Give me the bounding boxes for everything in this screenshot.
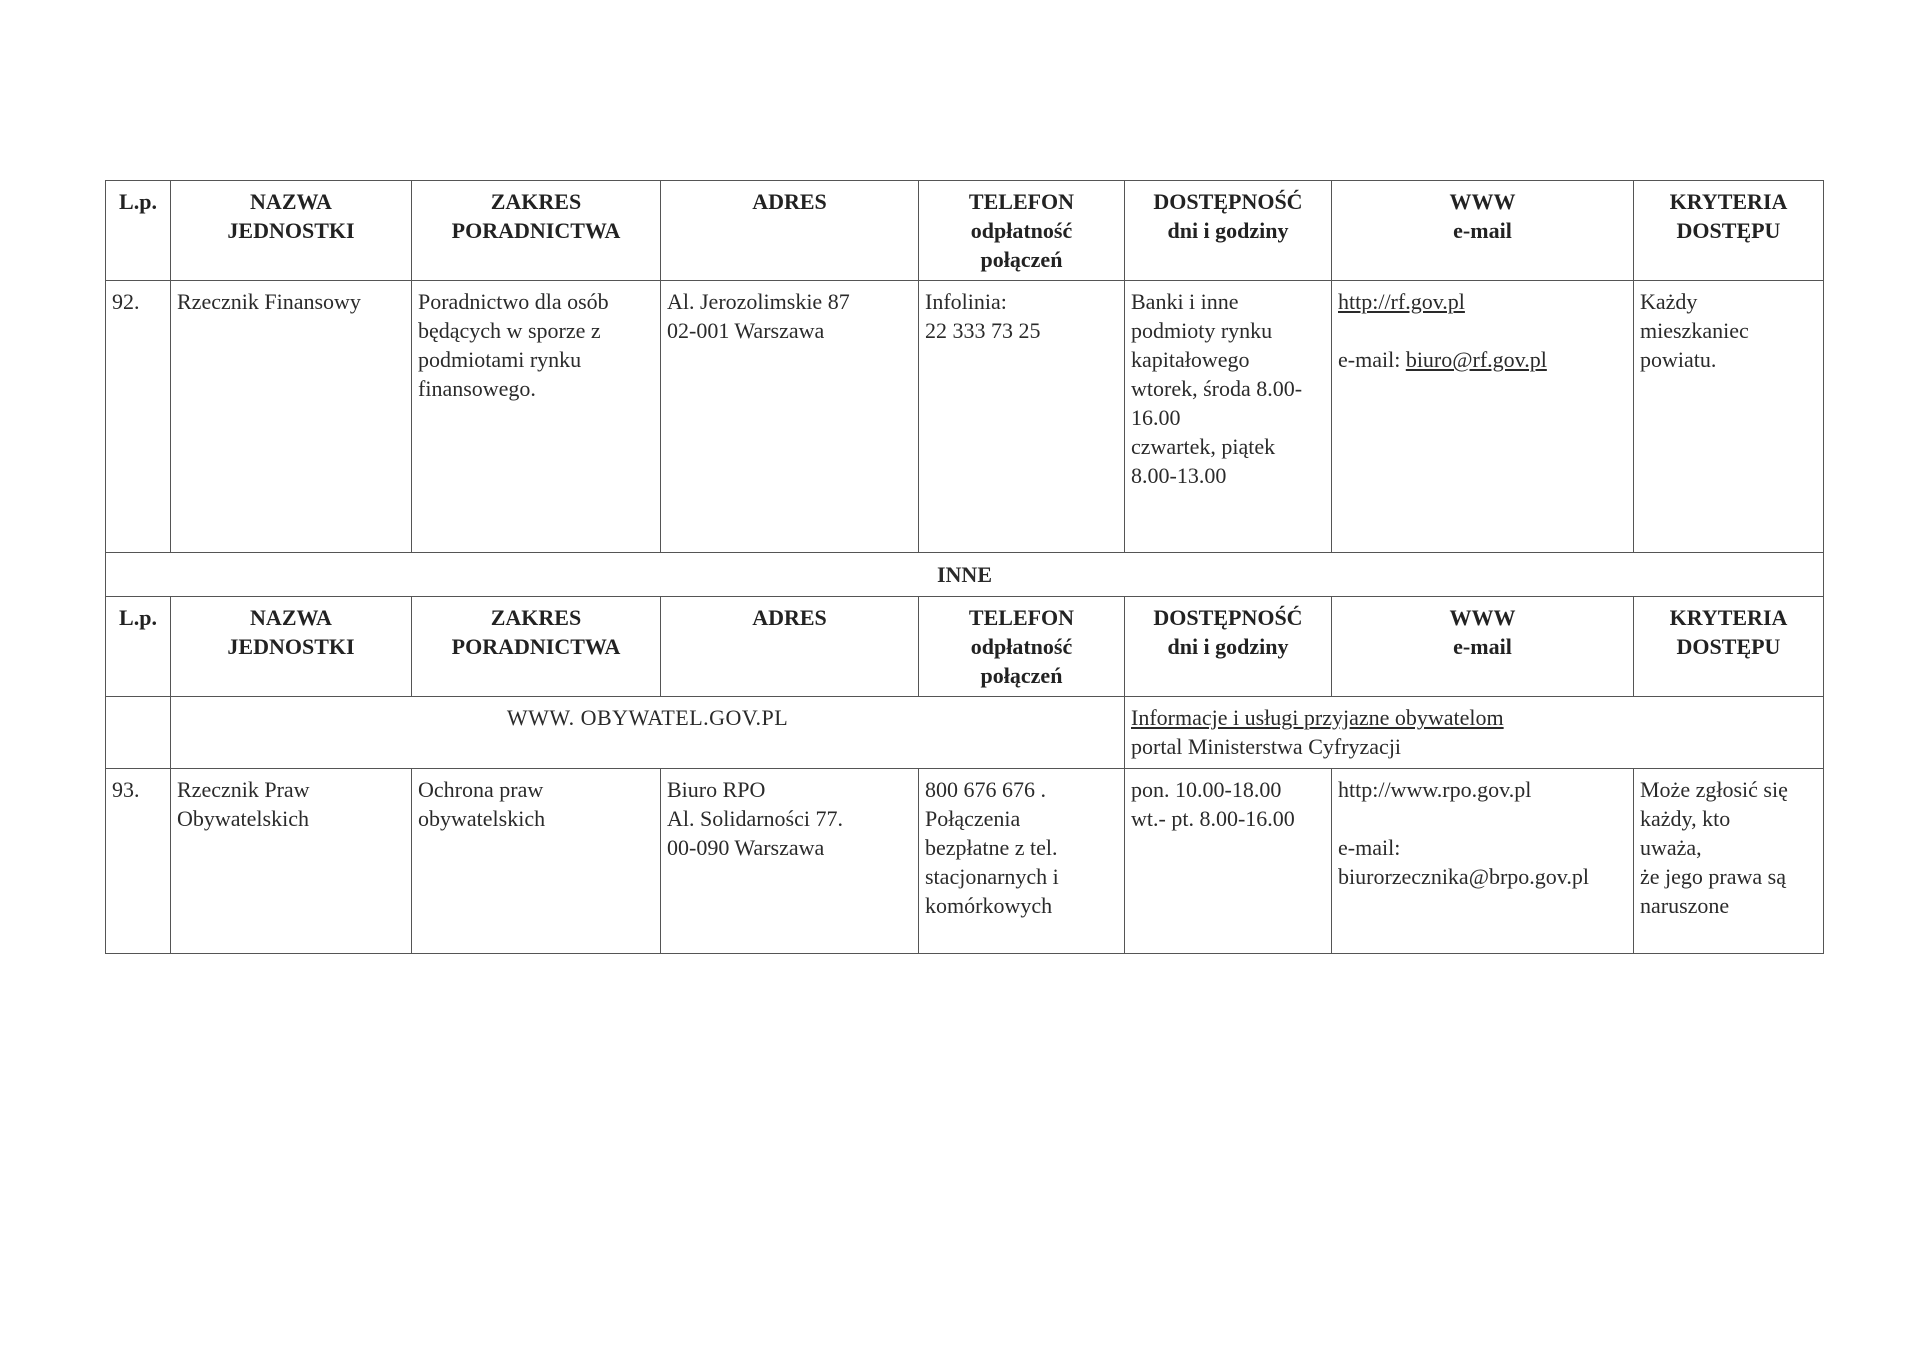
portal-info bbox=[1125, 697, 1824, 769]
header-telefon-line: odpłatność bbox=[970, 218, 1073, 243]
cell-www bbox=[1332, 281, 1634, 553]
email-label: e-mail: bbox=[1338, 347, 1406, 372]
nazwa-line: Obywatelskich bbox=[177, 806, 309, 831]
cell-zakres bbox=[412, 281, 661, 553]
telefon-line: 22 333 73 25 bbox=[925, 318, 1041, 343]
header-www-line: e-mail bbox=[1453, 218, 1512, 243]
adres-line: Al. Jerozolimskie 87 bbox=[667, 289, 850, 314]
header-lp-text: L.p. bbox=[119, 189, 157, 214]
dostepnosc-line: 16.00 bbox=[1131, 405, 1181, 430]
header-www-line: e-mail bbox=[1453, 634, 1512, 659]
zakres-line: finansowego. bbox=[418, 376, 536, 401]
cell-dostepnosc bbox=[1125, 281, 1332, 553]
header-www-line: WWW bbox=[1449, 189, 1516, 214]
cell-lp-empty bbox=[106, 697, 171, 769]
header-telefon bbox=[919, 597, 1125, 697]
header-adres bbox=[661, 597, 919, 697]
cell-zakres bbox=[412, 769, 661, 954]
kryteria-line: Może zgłosić się bbox=[1640, 777, 1788, 802]
header-dostepnosc-line: DOSTĘPNOŚĆ bbox=[1153, 189, 1303, 214]
header-lp-text: L.p. bbox=[119, 605, 157, 630]
dostepnosc-line: Banki i inne bbox=[1131, 289, 1239, 314]
cell-adres bbox=[661, 281, 919, 553]
institutions-table bbox=[105, 180, 1824, 954]
header-lp bbox=[106, 597, 171, 697]
header-adres-text: ADRES bbox=[752, 189, 827, 214]
nazwa-value: Rzecznik Finansowy bbox=[177, 289, 361, 314]
header-telefon-line: TELEFON bbox=[968, 605, 1075, 630]
kryteria-line: uważa, bbox=[1640, 835, 1702, 860]
dostepnosc-line: czwartek, piątek bbox=[1131, 434, 1276, 459]
cell-kryteria bbox=[1634, 769, 1824, 954]
adres-line: Al. Solidarności 77. bbox=[667, 806, 843, 831]
zakres-line: obywatelskich bbox=[418, 806, 546, 831]
header-adres-text: ADRES bbox=[752, 605, 827, 630]
zakres-line: będących w sporze z bbox=[418, 318, 601, 343]
header-nazwa bbox=[171, 597, 412, 697]
portal-link[interactable]: Informacje i usługi przyjazne obywatelom bbox=[1131, 705, 1504, 730]
header-row bbox=[106, 597, 1824, 697]
header-kryteria-line: KRYTERIA bbox=[1669, 605, 1788, 630]
header-row bbox=[106, 181, 1824, 281]
dostepnosc-line: pon. 10.00-18.00 bbox=[1131, 777, 1282, 802]
portal-url: WWW. OBYWATEL.GOV.PL bbox=[171, 697, 1125, 769]
header-dostepnosc-line: dni i godziny bbox=[1167, 218, 1289, 243]
www-link[interactable]: http://rf.gov.pl bbox=[1338, 289, 1465, 314]
table-row bbox=[106, 281, 1824, 553]
adres-line: 00-090 Warszawa bbox=[667, 835, 825, 860]
header-kryteria-line: KRYTERIA bbox=[1669, 189, 1788, 214]
cell-www bbox=[1332, 769, 1634, 954]
header-zakres-line: PORADNICTWA bbox=[451, 218, 621, 243]
adres-line: 02-001 Warszawa bbox=[667, 318, 825, 343]
dostepnosc-line: podmioty rynku bbox=[1131, 318, 1273, 343]
header-nazwa bbox=[171, 181, 412, 281]
portal-desc: portal Ministerstwa Cyfryzacji bbox=[1131, 734, 1402, 759]
header-www bbox=[1332, 597, 1634, 697]
header-lp bbox=[106, 181, 171, 281]
header-telefon-line: połączeń bbox=[980, 663, 1063, 688]
kryteria-line: powiatu. bbox=[1640, 347, 1717, 372]
header-telefon bbox=[919, 181, 1125, 281]
email-text: biurorzecznika@brpo.gov.pl bbox=[1338, 864, 1589, 889]
zakres-line: podmiotami rynku bbox=[418, 347, 582, 372]
www-text: http://www.rpo.gov.pl bbox=[1338, 777, 1532, 802]
kryteria-line: że jego prawa są bbox=[1640, 864, 1786, 889]
telefon-line: 800 676 676 . bbox=[925, 777, 1046, 802]
adres-line: Biuro RPO bbox=[667, 777, 766, 802]
header-telefon-line: odpłatność bbox=[970, 634, 1073, 659]
section-row bbox=[106, 553, 1824, 597]
dostepnosc-line: wt.- pt. 8.00-16.00 bbox=[1131, 806, 1295, 831]
cell-lp bbox=[106, 769, 171, 954]
cell-lp bbox=[106, 281, 171, 553]
kryteria-line: naruszone bbox=[1640, 893, 1730, 918]
cell-nazwa bbox=[171, 769, 412, 954]
zakres-line: Poradnictwo dla osób bbox=[418, 289, 609, 314]
header-www bbox=[1332, 181, 1634, 281]
email-line bbox=[1338, 345, 1627, 374]
lp-value: 93. bbox=[112, 777, 140, 802]
header-zakres-line: ZAKRES bbox=[490, 189, 582, 214]
header-www-line: WWW bbox=[1449, 605, 1516, 630]
dostepnosc-line: kapitałowego bbox=[1131, 347, 1250, 372]
header-dostepnosc bbox=[1125, 597, 1332, 697]
kryteria-line: każdy, kto bbox=[1640, 806, 1731, 831]
cell-nazwa bbox=[171, 281, 412, 553]
lp-value: 92. bbox=[112, 289, 140, 314]
header-kryteria-line: DOSTĘPU bbox=[1676, 634, 1781, 659]
cell-telefon bbox=[919, 281, 1125, 553]
cell-kryteria bbox=[1634, 281, 1824, 553]
cell-telefon bbox=[919, 769, 1125, 954]
header-nazwa-line: NAZWA bbox=[250, 189, 332, 214]
header-zakres bbox=[412, 597, 661, 697]
telefon-line: Połączenia bbox=[925, 806, 1021, 831]
email-link[interactable]: biuro@rf.gov.pl bbox=[1405, 347, 1547, 372]
telefon-line: stacjonarnych i bbox=[925, 864, 1059, 889]
header-telefon-line: połączeń bbox=[980, 247, 1063, 272]
kryteria-line: mieszkaniec bbox=[1640, 318, 1749, 343]
header-zakres bbox=[412, 181, 661, 281]
nazwa-line: Rzecznik Praw bbox=[177, 777, 310, 802]
dostepnosc-line: wtorek, środa 8.00- bbox=[1131, 376, 1303, 401]
header-dostepnosc bbox=[1125, 181, 1332, 281]
header-zakres-line: ZAKRES bbox=[490, 605, 582, 630]
header-nazwa-line: NAZWA bbox=[250, 605, 332, 630]
header-kryteria bbox=[1634, 181, 1824, 281]
header-nazwa-line: JEDNOSTKI bbox=[227, 218, 355, 243]
section-title: INNE bbox=[106, 553, 1824, 597]
header-adres bbox=[661, 181, 919, 281]
telefon-line: Infolinia: bbox=[925, 289, 1007, 314]
kryteria-line: Każdy bbox=[1640, 289, 1698, 314]
telefon-line: bezpłatne z tel. bbox=[925, 835, 1058, 860]
portal-row bbox=[106, 697, 1824, 769]
cell-adres bbox=[661, 769, 919, 954]
email-label: e-mail: bbox=[1338, 835, 1401, 860]
telefon-line: komórkowych bbox=[925, 893, 1053, 918]
header-telefon-line: TELEFON bbox=[968, 189, 1075, 214]
header-kryteria bbox=[1634, 597, 1824, 697]
table-row bbox=[106, 769, 1824, 954]
zakres-line: Ochrona praw bbox=[418, 777, 544, 802]
cell-dostepnosc bbox=[1125, 769, 1332, 954]
header-dostepnosc-line: dni i godziny bbox=[1167, 634, 1289, 659]
header-nazwa-line: JEDNOSTKI bbox=[227, 634, 355, 659]
header-zakres-line: PORADNICTWA bbox=[451, 634, 621, 659]
dostepnosc-line: 8.00-13.00 bbox=[1131, 463, 1227, 488]
header-kryteria-line: DOSTĘPU bbox=[1676, 218, 1781, 243]
header-dostepnosc-line: DOSTĘPNOŚĆ bbox=[1153, 605, 1303, 630]
